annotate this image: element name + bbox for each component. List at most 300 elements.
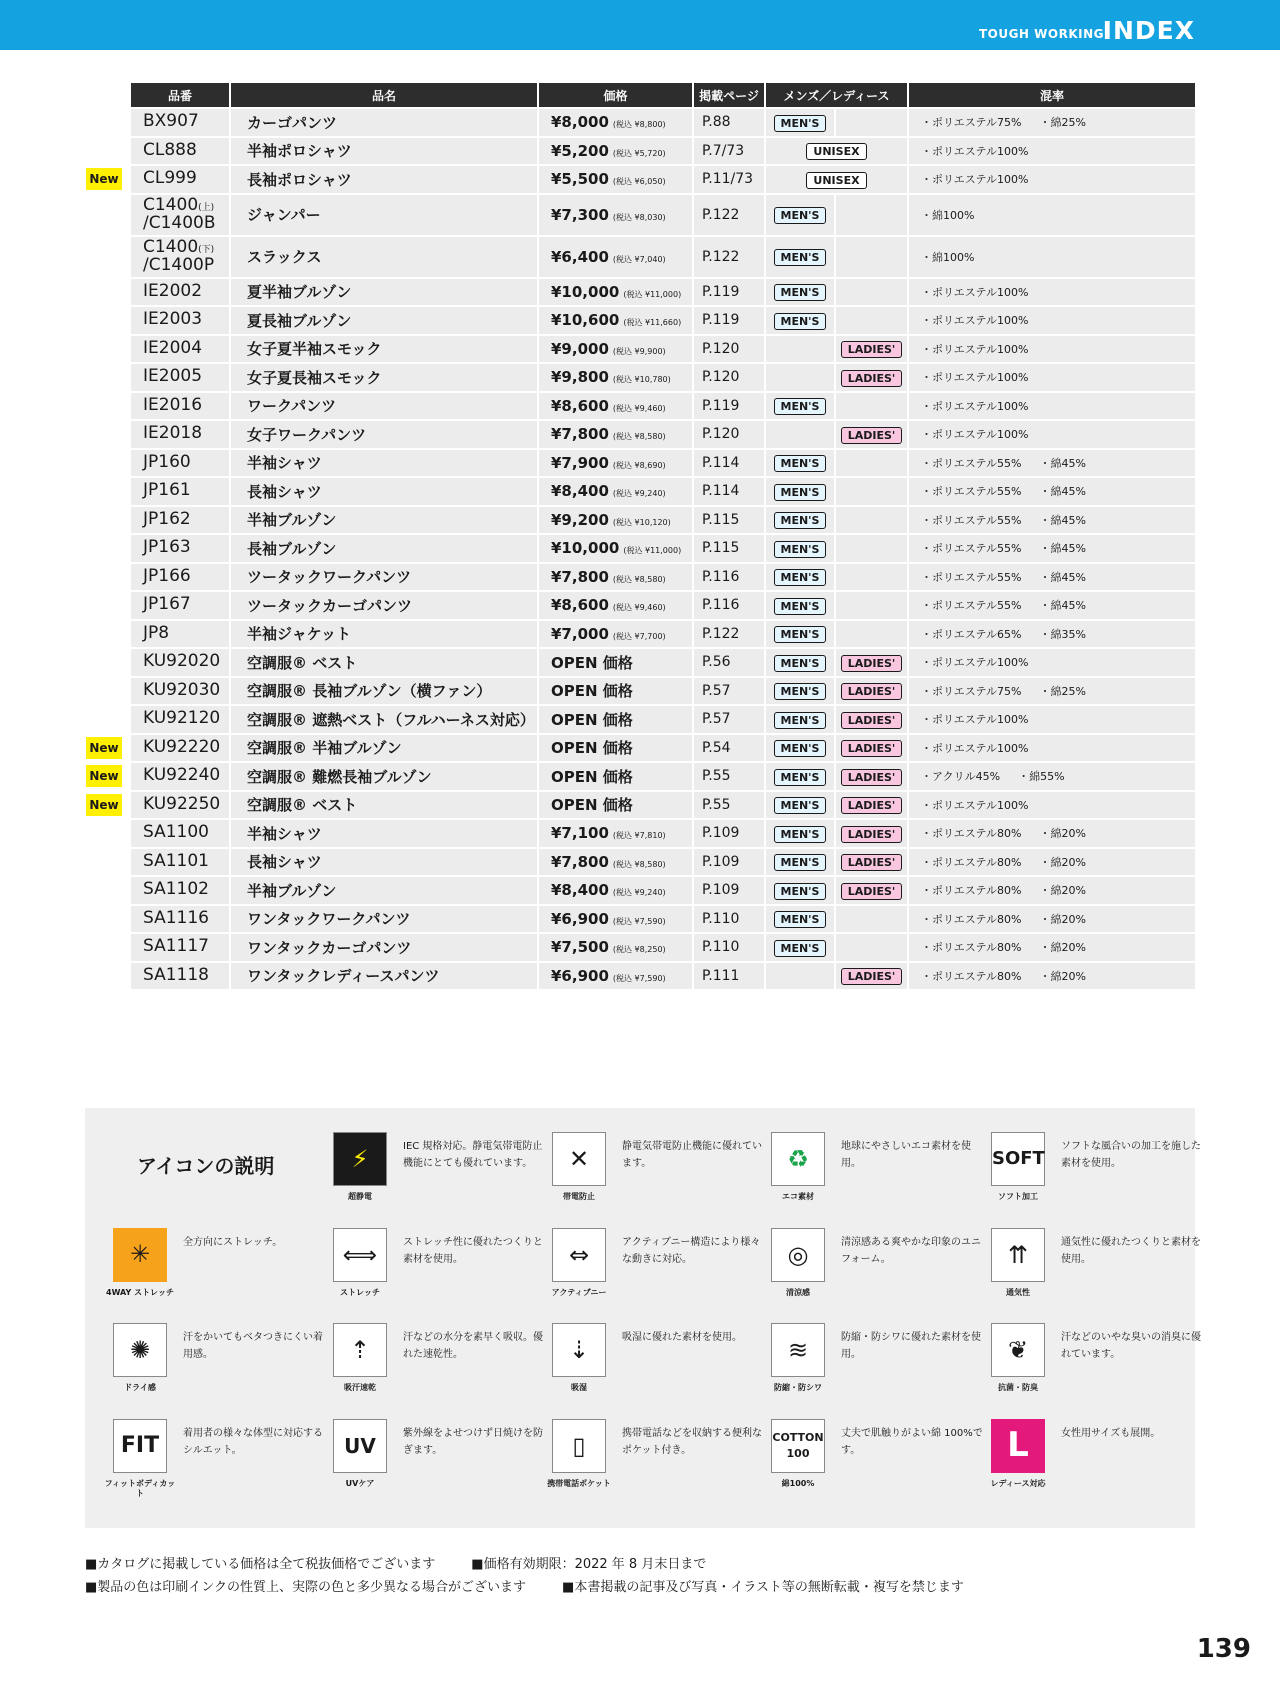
product-name: 半袖シャツ (229, 820, 537, 847)
ladies-cell (834, 195, 907, 235)
table-row (131, 336, 1195, 363)
ladies-cell (834, 678, 907, 705)
product-code: SA1102 (143, 879, 209, 900)
product-code-cell (131, 336, 229, 363)
fabric-component: ・ポリエステル75% (921, 116, 1022, 130)
price-cell (537, 478, 692, 505)
price: ¥7,000 (551, 624, 609, 643)
price: ¥9,800 (551, 368, 609, 387)
table-header-row (131, 83, 1195, 107)
catalog-page: P.109 (692, 820, 764, 847)
catalog-page: P.111 (692, 963, 764, 990)
price-with-tax: (税込 ¥7,810) (612, 831, 666, 841)
table-row (131, 237, 1195, 277)
legend-description: 丈夫で肌触りがよい綿 100%です。 (841, 1428, 983, 1456)
fabric-cell (907, 678, 1195, 705)
product-code-cell (131, 592, 229, 619)
header-title: INDEX (1102, 16, 1195, 45)
product-code-cell (131, 678, 229, 705)
new-badge: New (86, 765, 122, 787)
table-row (131, 906, 1195, 933)
price-cell (537, 237, 692, 277)
gender-cell (764, 166, 907, 193)
mens-badge: MEN'S (774, 826, 827, 843)
catalog-page: P.114 (692, 478, 764, 505)
fit-icon: FIT (113, 1419, 167, 1473)
cotton-icon: COTTON 100 (771, 1419, 825, 1473)
price: ¥7,800 (551, 425, 609, 444)
price-cell (537, 763, 692, 790)
price-with-tax: (税込 ¥7,590) (612, 916, 666, 926)
catalog-page: P.110 (692, 934, 764, 961)
legend-item (991, 1132, 1209, 1220)
product-code: IE2018 (143, 423, 203, 444)
mens-cell (764, 507, 834, 534)
mens-badge: MEN'S (774, 626, 827, 643)
fabric-cell (907, 592, 1195, 619)
ladies-badge: LADIES' (841, 968, 903, 985)
table-row (131, 166, 1195, 193)
ladies-cell (834, 906, 907, 933)
product-code-tag: (上) (198, 202, 215, 213)
new-badge: New (86, 737, 122, 759)
product-code-cell (131, 138, 229, 165)
product-name: 長袖ポロシャツ (229, 166, 537, 193)
fabric-component: ・ポリエステル75% (921, 684, 1022, 698)
legend-description: 着用者の様々な体型に対応するシルエット。 (183, 1428, 323, 1456)
product-name: ジャンパー (229, 195, 537, 235)
product-code: JP160 (143, 451, 191, 472)
table-row (131, 364, 1195, 391)
product-name: 半袖シャツ (229, 450, 537, 477)
catalog-page: P.55 (692, 792, 764, 819)
legend-caption: 吸汗速乾 (344, 1383, 376, 1392)
table-row (131, 478, 1195, 505)
catalog-page: P.119 (692, 307, 764, 334)
mens-badge: MEN'S (774, 940, 827, 957)
price-with-tax: (税込 ¥8,030) (612, 212, 666, 222)
catalog-page: P.120 (692, 421, 764, 448)
table-row (131, 307, 1195, 334)
product-name: ワークパンツ (229, 393, 537, 420)
price-cell (537, 963, 692, 990)
soft-icon: SOFT (991, 1132, 1045, 1186)
mens-cell (764, 421, 834, 448)
legend-title: アイコンの説明 (137, 1154, 275, 1178)
mens-badge: MEN'S (774, 911, 827, 928)
catalog-page: P.110 (692, 906, 764, 933)
product-code-cell (131, 564, 229, 591)
ladies-cell (834, 621, 907, 648)
page-number: 139 (1196, 1634, 1251, 1664)
table-row (131, 706, 1195, 733)
mens-badge: MEN'S (774, 854, 827, 871)
footnote: ■製品の色は印刷インクの性質上、実際の色と多少異なる場合がございます (85, 1580, 527, 1595)
legend-caption: 4WAY ストレッチ (106, 1288, 174, 1297)
ladies-cell (834, 649, 907, 676)
legend-item (771, 1419, 989, 1507)
uv-icon: UV (333, 1419, 387, 1473)
price-with-tax: (税込 ¥8,580) (612, 859, 666, 869)
catalog-page: P.115 (692, 507, 764, 534)
product-code-cell (131, 906, 229, 933)
price-with-tax: (税込 ¥10,120) (612, 517, 671, 527)
price-cell (537, 564, 692, 591)
catalog-page: P.120 (692, 336, 764, 363)
product-code: KU92240 (143, 765, 221, 786)
price-cell (537, 535, 692, 562)
price-with-tax: (税込 ¥7,700) (612, 631, 666, 641)
price-cell (537, 792, 692, 819)
product-name: 半袖ポロシャツ (229, 138, 537, 165)
ladies-cell (834, 963, 907, 990)
product-code-cell (131, 195, 229, 235)
mens-badge: MEN'S (774, 541, 827, 558)
legend-item (771, 1323, 989, 1411)
fabric-component: ・ポリエステル100% (921, 144, 1029, 158)
ladies-cell (834, 564, 907, 591)
new-badge: New (86, 168, 122, 190)
catalog-page: P.54 (692, 735, 764, 762)
product-code-cell (131, 450, 229, 477)
fabric-cell (907, 507, 1195, 534)
ladies-badge: LADIES' (841, 712, 903, 729)
column-header: 価格 (537, 83, 692, 107)
price-cell (537, 877, 692, 904)
ladies-cell (834, 307, 907, 334)
legend-description: 携帯電話などを収納する便利なポケット付き。 (622, 1428, 762, 1456)
legend-caption: 通気性 (1006, 1288, 1030, 1297)
mens-cell (764, 195, 834, 235)
product-code-cell (131, 621, 229, 648)
table-row (131, 877, 1195, 904)
product-code-2: /C1400P (143, 254, 215, 275)
product-name: 半袖ジャケット (229, 621, 537, 648)
fabric-component: ・綿100% (921, 208, 975, 222)
price: OPEN 価格 (551, 653, 633, 672)
legend-description: 清涼感ある爽やかな印象のユニフォーム。 (841, 1237, 981, 1265)
product-code: JP166 (143, 565, 191, 586)
ladies-badge: LADIES' (841, 883, 903, 900)
mens-cell (764, 364, 834, 391)
product-code: C1400 (143, 236, 199, 257)
fabric-component: ・綿20% (1039, 884, 1086, 898)
ladies-cell (834, 877, 907, 904)
legend-item (104, 1419, 331, 1507)
mens-badge: MEN'S (774, 598, 827, 615)
fabric-cell (907, 963, 1195, 990)
mens-cell (764, 820, 834, 847)
mens-badge: MEN'S (774, 683, 827, 700)
fabric-component: ・ポリエステル100% (921, 713, 1029, 727)
ladies-badge: LADIES' (841, 683, 903, 700)
fabric-component: ・ポリエステル55% (921, 570, 1022, 584)
price-cell (537, 138, 692, 165)
ladies-badge: LADIES' (841, 854, 903, 871)
fabric-component: ・ポリエステル100% (921, 173, 1029, 187)
fabric-cell (907, 735, 1195, 762)
fabric-cell (907, 535, 1195, 562)
price-cell (537, 307, 692, 334)
product-code: CL888 (143, 139, 197, 160)
fabric-cell (907, 906, 1195, 933)
price: ¥8,600 (551, 596, 609, 615)
footnote: ■本書掲載の記事及び写真・イラスト等の無断転載・複写を禁じます (562, 1580, 964, 1595)
fabric-cell (907, 763, 1195, 790)
mens-badge: MEN'S (774, 398, 827, 415)
ladies-cell (834, 706, 907, 733)
legend-caption: エコ素材 (782, 1192, 814, 1201)
price-cell (537, 649, 692, 676)
product-code-cell (131, 934, 229, 961)
column-header: 品名 (229, 83, 537, 107)
price: ¥10,000 (551, 282, 620, 301)
phone-pocket-icon: ▯ (552, 1419, 606, 1473)
mens-badge: MEN'S (774, 313, 827, 330)
price: OPEN 価格 (551, 796, 633, 815)
table-row (131, 393, 1195, 420)
legend-description: 汗などの水分を素早く吸収。優れた速乾性。 (403, 1332, 543, 1360)
legend-item (552, 1323, 770, 1411)
table-row (131, 421, 1195, 448)
fabric-cell (907, 421, 1195, 448)
mens-badge: MEN'S (774, 883, 827, 900)
column-header: 混率 (907, 83, 1195, 107)
ladies-cell (834, 592, 907, 619)
price-with-tax: (税込 ¥8,580) (612, 432, 666, 442)
product-code: C1400 (143, 194, 199, 215)
product-code-tag: (下) (198, 244, 215, 255)
index-table (131, 81, 1195, 991)
catalog-page: P.116 (692, 592, 764, 619)
price-with-tax: (税込 ¥9,460) (612, 603, 666, 613)
fabric-component: ・アクリル45% (921, 770, 1001, 784)
product-code-cell (131, 849, 229, 876)
mens-cell (764, 849, 834, 876)
fabric-cell (907, 237, 1195, 277)
product-code-cell (131, 237, 229, 277)
legend-caption: 帯電防止 (563, 1192, 595, 1201)
mens-badge: MEN'S (774, 512, 827, 529)
price-with-tax: (税込 ¥5,720) (612, 148, 666, 158)
fabric-component: ・綿45% (1039, 542, 1086, 556)
fabric-component: ・綿20% (1039, 912, 1086, 926)
product-name: 夏長袖ブルゾン (229, 307, 537, 334)
legend-caption: 携帯電話ポケット (547, 1479, 611, 1488)
ladies-cell (834, 109, 907, 136)
mens-cell (764, 649, 834, 676)
price-with-tax: (税込 ¥8,800) (612, 120, 666, 130)
fabric-component: ・ポリエステル55% (921, 456, 1022, 470)
mens-cell (764, 877, 834, 904)
fabric-component: ・ポリエステル80% (921, 884, 1022, 898)
fabric-cell (907, 849, 1195, 876)
legend-caption: 清涼感 (786, 1288, 810, 1297)
fabric-component: ・綿35% (1039, 627, 1086, 641)
column-header: 掲載ページ (692, 83, 764, 107)
product-code: SA1116 (143, 907, 209, 928)
table-row (131, 535, 1195, 562)
column-header: メンズ／レディース (764, 83, 907, 107)
mens-badge: MEN'S (774, 284, 827, 301)
antistatic-icon: ✕ (552, 1132, 606, 1186)
fabric-cell (907, 109, 1195, 136)
product-code: SA1117 (143, 936, 209, 957)
product-code: KU92250 (143, 793, 221, 814)
product-code: KU92030 (143, 679, 221, 700)
fabric-cell (907, 450, 1195, 477)
price: ¥10,600 (551, 311, 620, 330)
legend-caption: レディース対応 (990, 1479, 1046, 1488)
ladies-badge: LADIES' (841, 826, 903, 843)
mens-badge: MEN'S (774, 655, 827, 672)
breathable-icon: ⇈ (991, 1228, 1045, 1282)
mens-cell (764, 564, 834, 591)
table-row (131, 678, 1195, 705)
legend-item (333, 1419, 551, 1507)
price: ¥6,400 (551, 247, 609, 266)
product-name: 長袖シャツ (229, 849, 537, 876)
price: OPEN 価格 (551, 767, 633, 786)
mens-cell (764, 237, 834, 277)
legend-description: 吸湿に優れた素材を使用。 (622, 1332, 742, 1343)
product-name: 半袖ブルゾン (229, 877, 537, 904)
mens-cell (764, 109, 834, 136)
product-name: 半袖ブルゾン (229, 507, 537, 534)
product-code: IE2004 (143, 337, 203, 358)
catalog-page: P.7/73 (692, 138, 764, 165)
fabric-component: ・ポリエステル80% (921, 969, 1022, 983)
ladies-cell (834, 763, 907, 790)
mens-cell (764, 336, 834, 363)
mens-cell (764, 478, 834, 505)
price-with-tax: (税込 ¥10,780) (612, 375, 671, 385)
fabric-cell (907, 820, 1195, 847)
fabric-component: ・ポリエステル100% (921, 342, 1029, 356)
product-code: KU92220 (143, 736, 221, 757)
mens-cell (764, 450, 834, 477)
fabric-cell (907, 364, 1195, 391)
mens-cell (764, 592, 834, 619)
product-code-cell (131, 706, 229, 733)
mens-cell (764, 963, 834, 990)
fabric-component: ・綿45% (1039, 513, 1086, 527)
ladies-cell (834, 393, 907, 420)
mens-badge: MEN'S (774, 769, 827, 786)
wrinkle-icon: ≋ (771, 1323, 825, 1377)
legend-item (771, 1132, 989, 1220)
legend-description: 防縮・防シワに優れた素材を使用。 (841, 1332, 981, 1360)
fabric-component: ・綿55% (1018, 770, 1065, 784)
table-row (131, 592, 1195, 619)
legend-caption: 抗菌・防臭 (998, 1383, 1038, 1392)
product-code-cell (131, 364, 229, 391)
legend-caption: UVケア (345, 1479, 375, 1488)
product-code: IE2002 (143, 280, 203, 301)
product-code: IE2016 (143, 394, 203, 415)
legend-item (113, 1323, 331, 1411)
price-cell (537, 450, 692, 477)
catalog-page: P.119 (692, 279, 764, 306)
price: OPEN 価格 (551, 682, 633, 701)
price: ¥8,000 (551, 113, 609, 132)
table-row (131, 792, 1195, 819)
product-name: 空調服® 半袖ブルゾン (229, 735, 537, 762)
catalog-page: P.11/73 (692, 166, 764, 193)
ladies-cell (834, 336, 907, 363)
fabric-component: ・ポリエステル100% (921, 314, 1029, 328)
footnote: ■価格有効期限：2022 年 8 月末日まで (471, 1557, 707, 1572)
fabric-component: ・綿20% (1039, 855, 1086, 869)
fabric-component: ・ポリエステル100% (921, 741, 1029, 755)
price-cell (537, 678, 692, 705)
fabric-cell (907, 279, 1195, 306)
product-code: CL999 (143, 168, 197, 189)
fabric-component: ・ポリエステル100% (921, 371, 1029, 385)
price-with-tax: (税込 ¥6,050) (612, 177, 666, 187)
fabric-component: ・ポリエステル55% (921, 599, 1022, 613)
ladies-cell (834, 279, 907, 306)
fabric-cell (907, 336, 1195, 363)
fabric-cell (907, 649, 1195, 676)
product-code-cell (131, 735, 229, 762)
quick-dry-icon: ⇡ (333, 1323, 387, 1377)
fabric-component: ・ポリエステル55% (921, 542, 1022, 556)
product-code-2: /C1400B (143, 212, 216, 233)
legend-description: 紫外線をよせつけず日焼けを防ぎます。 (403, 1428, 543, 1456)
ladies-cell (834, 820, 907, 847)
product-name: 長袖ブルゾン (229, 535, 537, 562)
fabric-cell (907, 621, 1195, 648)
product-name: ワンタックカーゴパンツ (229, 934, 537, 961)
product-code: JP161 (143, 480, 191, 501)
mens-badge: MEN'S (774, 207, 827, 224)
product-code-cell (131, 820, 229, 847)
table-row (131, 649, 1195, 676)
static-icon: ⚡ (333, 1132, 387, 1186)
price: ¥7,100 (551, 824, 609, 843)
catalog-page: P.109 (692, 849, 764, 876)
fabric-component: ・ポリエステル55% (921, 513, 1022, 527)
table-row (131, 279, 1195, 306)
icon-legend (85, 1108, 1201, 1528)
product-name: ツータックカーゴパンツ (229, 592, 537, 619)
product-code: SA1100 (143, 822, 209, 843)
legend-item (106, 1228, 331, 1316)
mens-cell (764, 279, 834, 306)
product-name: 空調服® 遮熱ベスト（フルハーネス対応） (229, 706, 537, 733)
fabric-cell (907, 166, 1195, 193)
catalog-page: P.122 (692, 237, 764, 277)
price-cell (537, 364, 692, 391)
catalog-page: P.120 (692, 364, 764, 391)
catalog-page: P.115 (692, 535, 764, 562)
price: ¥7,500 (551, 938, 609, 957)
dry-icon: ✺ (113, 1323, 167, 1377)
product-code: IE2003 (143, 309, 203, 330)
price: ¥6,900 (551, 909, 609, 928)
product-code: JP162 (143, 508, 191, 529)
price-cell (537, 195, 692, 235)
price: ¥10,000 (551, 539, 620, 558)
mens-cell (764, 535, 834, 562)
product-code-cell (131, 507, 229, 534)
legend-description: ソフトな風合いの加工を施した素材を使用。 (1061, 1141, 1201, 1169)
catalog-page: P.56 (692, 649, 764, 676)
table-row (131, 109, 1195, 136)
product-name: 女子夏長袖スモック (229, 364, 537, 391)
price-with-tax: (税込 ¥8,690) (612, 460, 666, 470)
